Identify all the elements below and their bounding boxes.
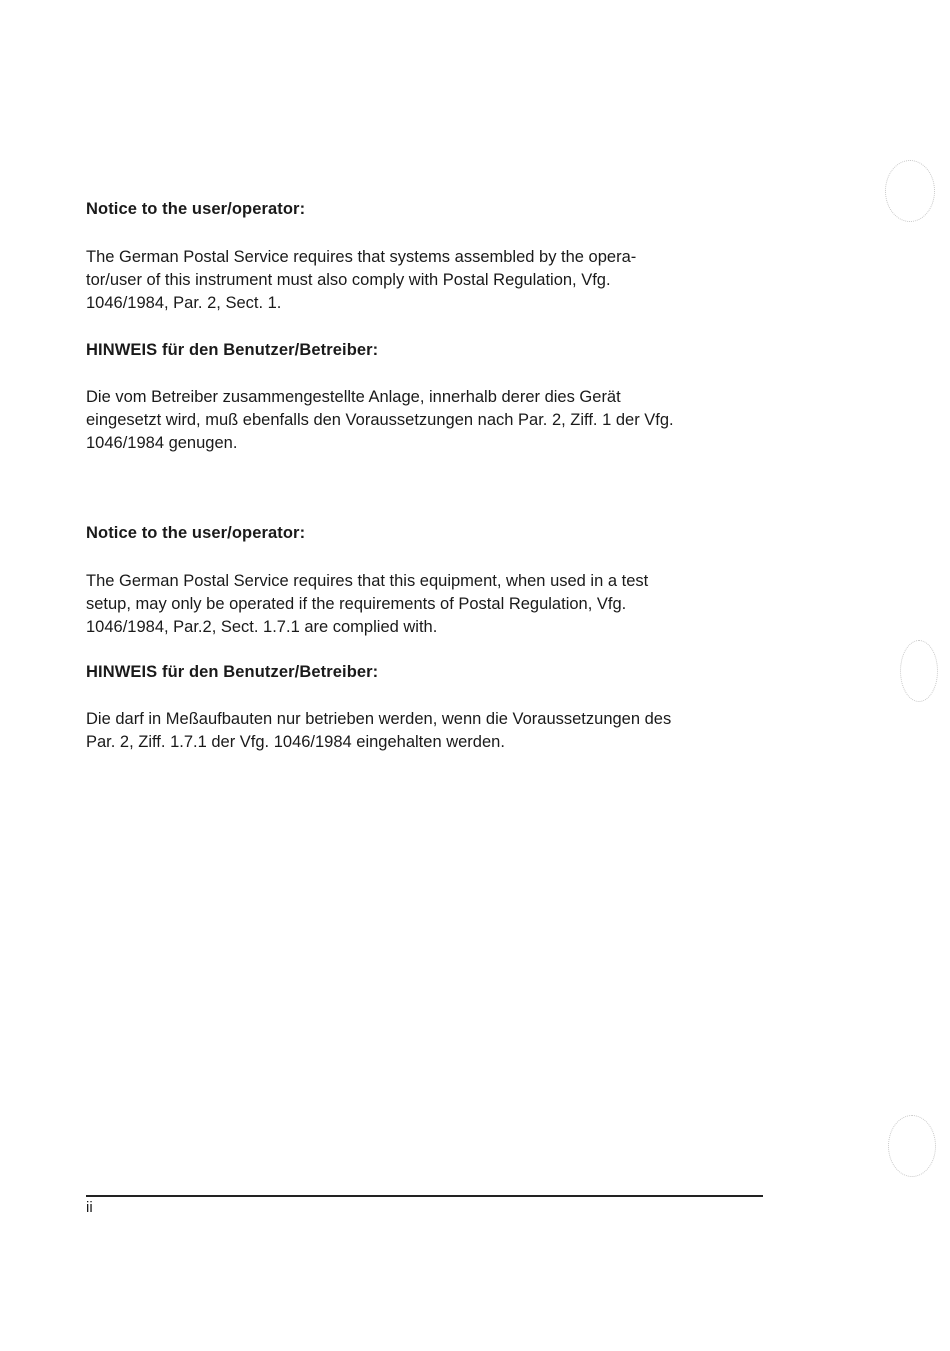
scan-artifact <box>888 1115 936 1177</box>
scan-artifact <box>885 160 935 222</box>
paragraph-line: eingesetzt wird, muß ebenfalls den Voraussetzungen nach Par. 2, Ziff. 1 der Vfg. <box>86 411 674 429</box>
hinweis-paragraph-1 <box>86 386 674 455</box>
paragraph-line: The German Postal Service requires that this equipment, when used in a test <box>86 572 649 590</box>
paragraph-line: The German Postal Service requires that systems assembled by the opera- <box>86 248 637 266</box>
page-number: ii <box>86 1199 93 1216</box>
paragraph-line: 1046/1984 genugen. <box>86 434 238 452</box>
hinweis-paragraph-2 <box>86 708 671 754</box>
notice-paragraph-1 <box>86 246 636 315</box>
paragraph-line: tor/user of this instrument must also comply with Postal Regulation, Vfg. <box>86 271 611 289</box>
paragraph-line: 1046/1984, Par.2, Sect. 1.7.1 are complied with. <box>86 618 438 636</box>
hinweis-heading-1: HINWEIS für den Benutzer/Betreiber: <box>86 341 379 359</box>
footer-rule <box>86 1195 763 1197</box>
scan-artifact <box>900 640 938 702</box>
paragraph-line: setup, may only be operated if the requirements of Postal Regulation, Vfg. <box>86 595 627 613</box>
hinweis-heading-2: HINWEIS für den Benutzer/Betreiber: <box>86 663 379 681</box>
notice-paragraph-2 <box>86 570 648 639</box>
paragraph-line: Par. 2, Ziff. 1.7.1 der Vfg. 1046/1984 eingehalten werden. <box>86 733 505 751</box>
notice-heading-1: Notice to the user/operator: <box>86 200 306 218</box>
notice-heading-2: Notice to the user/operator: <box>86 524 306 542</box>
paragraph-line: 1046/1984, Par. 2, Sect. 1. <box>86 294 282 312</box>
paragraph-line: Die darf in Meßaufbauten nur betrieben werden, wenn die Voraussetzungen des <box>86 710 672 728</box>
paragraph-line: Die vom Betreiber zusammengestellte Anlage, innerhalb derer dies Gerät <box>86 388 621 406</box>
